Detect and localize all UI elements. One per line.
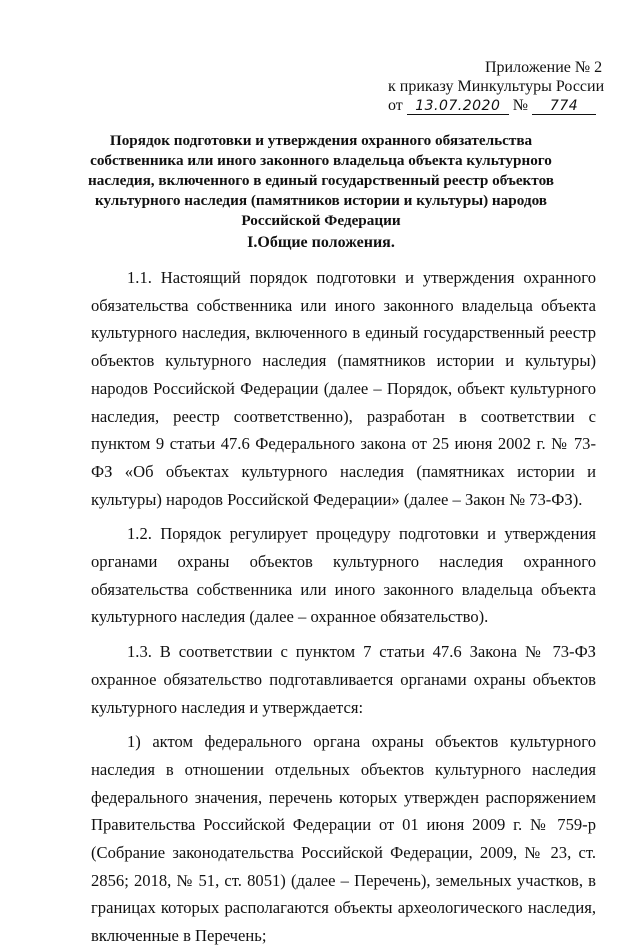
paragraph-1-1: 1.1. Настоящий порядок подготовки и утверждения охранного обязательства собственника или иного законного владельца объекта культурного наследия, включенного в единый государственный реестр объектов культурного наследия (памятников истории и культуры) народов Российской Федерации (далее – Порядок, объект культурного наследия, реестр соответственно), разработан в соответствии с пунктом 9 статьи 47.6 Федерального закона от 25 июня 2002 г. № 73-ФЗ «Об объектах культурного наследия (памятниках истории и культуры) народов Российской Федерации» (далее – Закон № 73-ФЗ).: [91, 268, 596, 509]
annex-order-ref: к приказу Минкультуры России: [388, 78, 605, 95]
handwritten-number: 774: [532, 98, 596, 115]
handwritten-date: 13.07.2020: [407, 98, 509, 115]
section-heading: I.Общие положения.: [247, 234, 395, 251]
number-label: №: [512, 97, 529, 114]
annex-date-number-line: [372, 96, 604, 115]
annex-number: Приложение № 2: [485, 59, 603, 76]
paragraph-1-3: 1.3. В соответствии с пунктом 7 статьи 47.6 Закона № 73-ФЗ охранное обязательство подготавливается органами охраны объектов культурного наследия и утверждается:: [91, 642, 596, 717]
document-body: [91, 264, 596, 950]
paragraph-1-2: 1.2. Порядок регулирует процедуру подготовки и утверждения органами охраны объектов культурного наследия охранного обязательства собственника или иного законного владельца объекта культурного наследия (далее – охранное обязательство).: [91, 524, 596, 627]
paragraph-1-3-item-1: 1) актом федерального органа охраны объектов культурного наследия в отношении отдельных объектов культурного наследия федерального значения, перечень которых утвержден распоряжением Правительства Российской Федерации от 01 июня 2009 г. № 759-р (Собрание законодательства Российской Федерации, 2009, № 23, ст. 2856; 2018, № 51, ст. 8051) (далее – Перечень), земельных участков, в границах которых располагаются объекты археологического наследия, включенные в Перечень;: [91, 732, 596, 946]
annex-header: [372, 58, 604, 115]
from-label: от: [388, 97, 403, 114]
document-title: Порядок подготовки и утверждения охранного обязательства собственника или иного законного владельца объекта культурного наследия, включенного в единый государственный реестр объектов культурного наследия (памятников истории и культуры) народов Российской Федерации: [88, 132, 554, 229]
